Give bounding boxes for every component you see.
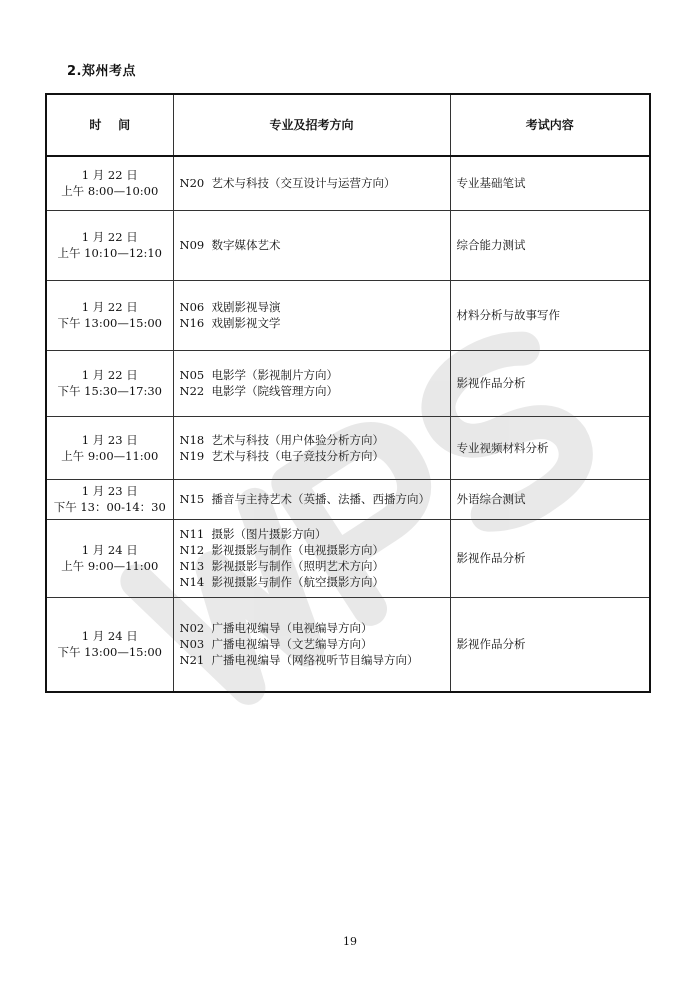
major-cell [173, 350, 450, 416]
time-cell [46, 280, 173, 350]
content-cell: 综合能力测试 [450, 210, 650, 280]
content-cell: 专业视频材料分析 [450, 416, 650, 479]
section-title: 2.郑州考点 [67, 64, 136, 79]
table-header-row [46, 94, 650, 156]
time-cell [46, 416, 173, 479]
exam-date: 1 月 23 日 [81, 432, 138, 447]
content-cell: 外语综合测试 [450, 479, 650, 519]
major-cell [173, 416, 450, 479]
exam-date: 1 月 24 日 [81, 629, 138, 644]
major-line: N19 艺术与科技（电子竞技分析方向） [179, 448, 385, 463]
content-cell: 专业基础笔试 [450, 156, 650, 210]
major-line: N21 广播电视编导（网络视听节目编导方向） [179, 653, 419, 668]
exam-time: 上午 9:00—11:00 [61, 448, 159, 463]
major-line: N06 戏剧影视导演 [179, 300, 281, 314]
exam-time: 下午 13：00-14：30 [53, 500, 166, 514]
table-row [46, 416, 650, 479]
content-cell: 影视作品分析 [450, 350, 650, 416]
major-cell [173, 210, 450, 280]
exam-date: 1 月 22 日 [81, 300, 138, 314]
time-cell [46, 597, 173, 692]
exam-time: 下午 13:00—15:00 [57, 316, 162, 330]
major-line: N09 数字媒体艺术 [179, 238, 281, 252]
major-line: N02 广播电视编导（电视编导方向） [179, 621, 373, 636]
table-row [46, 156, 650, 210]
table-row [46, 350, 650, 416]
exam-time: 下午 15:30—17:30 [57, 384, 162, 398]
time-cell [46, 350, 173, 416]
table-row [46, 519, 650, 597]
major-line: N12 影视摄影与制作（电视摄影方向） [179, 543, 385, 557]
page-number: 19 [343, 935, 357, 948]
exam-time: 下午 13:00—15:00 [57, 645, 162, 660]
exam-date: 1 月 22 日 [81, 368, 138, 382]
time-cell [46, 479, 173, 519]
header-content: 考试内容 [450, 94, 650, 156]
exam-time: 上午 8:00—10:00 [61, 184, 159, 199]
major-cell [173, 479, 450, 519]
table-row [46, 280, 650, 350]
major-cell [173, 280, 450, 350]
content-cell: 影视作品分析 [450, 519, 650, 597]
major-line: N13 影视摄影与制作（照明艺术方向） [179, 559, 385, 573]
content-cell: 影视作品分析 [450, 597, 650, 692]
major-line: N05 电影学（影视制片方向） [179, 368, 339, 382]
content-cell: 材料分析与故事写作 [450, 280, 650, 350]
header-time: 时 间 [46, 94, 173, 156]
major-line: N15 播音与主持艺术（英播、法播、西播方向） [179, 492, 431, 506]
time-cell [46, 156, 173, 210]
major-cell [173, 156, 450, 210]
major-line: N22 电影学（院线管理方向） [179, 384, 339, 398]
exam-date: 1 月 22 日 [81, 168, 138, 183]
exam-date: 1 月 23 日 [81, 484, 138, 498]
major-line: N14 影视摄影与制作（航空摄影方向） [179, 575, 385, 589]
major-line: N11 摄影（图片摄影方向） [179, 527, 327, 541]
exam-time: 上午 9:00—11:00 [61, 559, 159, 573]
exam-date: 1 月 24 日 [81, 543, 138, 557]
major-line: N18 艺术与科技（用户体验分析方向） [179, 432, 385, 447]
time-cell [46, 210, 173, 280]
table-row [46, 597, 650, 692]
exam-date: 1 月 22 日 [81, 230, 138, 244]
exam-schedule-table [45, 93, 651, 693]
header-major: 专业及招考方向 [173, 94, 450, 156]
major-line: N20 艺术与科技（交互设计与运营方向） [179, 176, 396, 191]
exam-time: 上午 10:10—12:10 [57, 246, 162, 260]
major-line: N03 广播电视编导（文艺编导方向） [179, 637, 373, 652]
time-cell [46, 519, 173, 597]
major-cell [173, 597, 450, 692]
table-row [46, 479, 650, 519]
table-row [46, 210, 650, 280]
major-line: N16 戏剧影视文学 [179, 316, 281, 330]
major-cell [173, 519, 450, 597]
